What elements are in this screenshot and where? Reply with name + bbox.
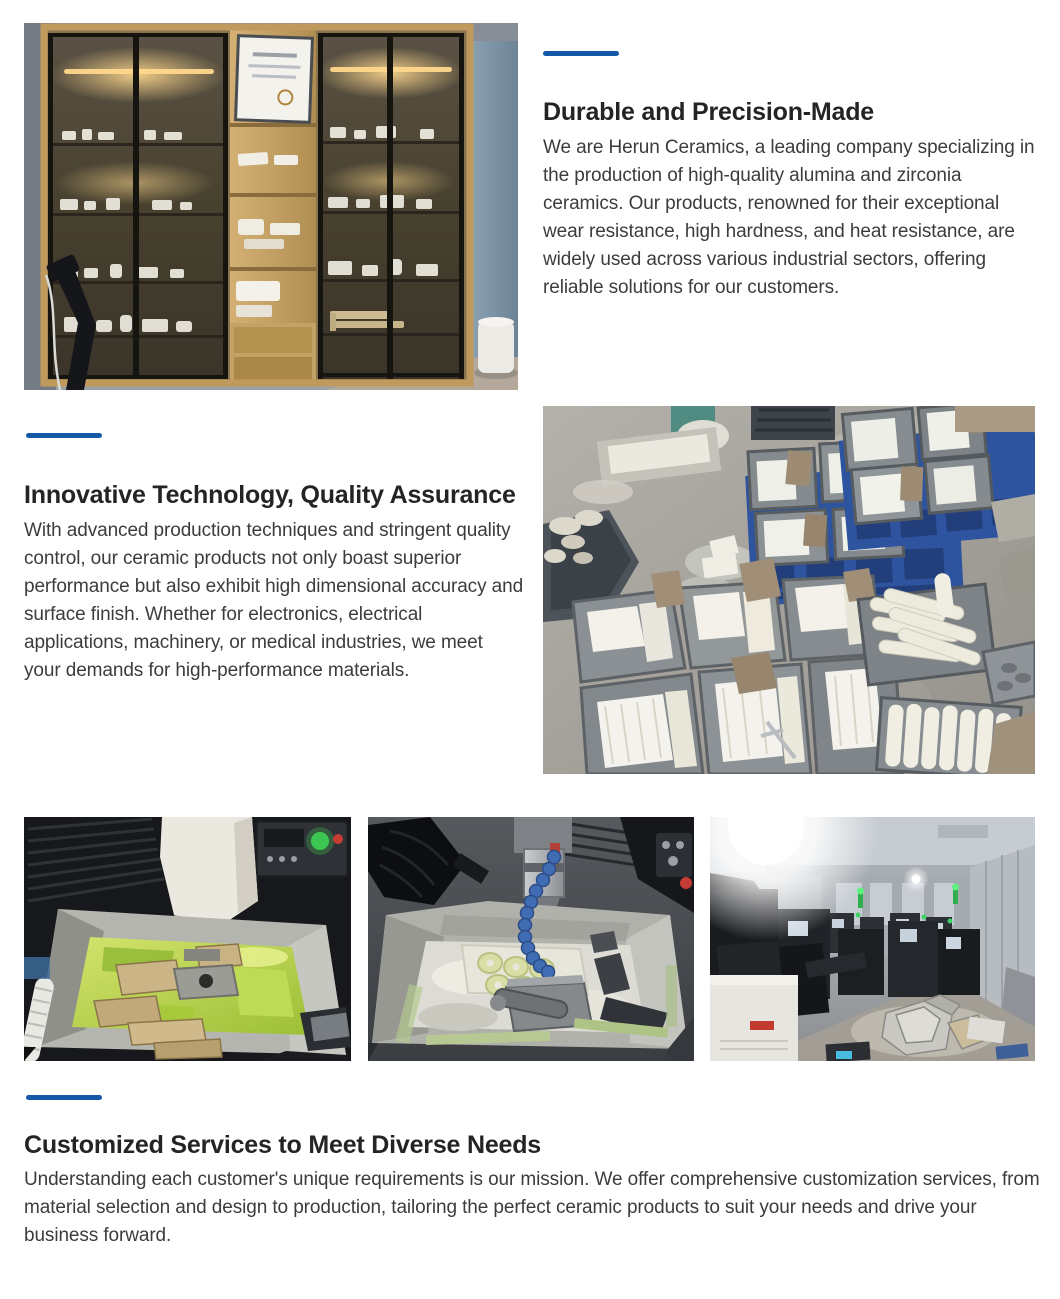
section-customized [24,1095,1040,1250]
accent-line [543,51,619,56]
section-body: We are Herun Ceramics, a leading company specializing in the production of high-quality alumina and zirconia ceramics. Our products, renowned for their exceptional wear resistance, high hardness, and heat resistance, are widely used across various industrial sectors, offering reliable solutions for our customers. [543,137,1035,298]
photo-cnc-machine-green-table [24,817,351,1061]
section-durable [543,51,1037,302]
section-body: With advanced production techniques and stringent quality control, our ceramic products not only boast superior performance but also exhibit high dimensional accuracy and surface finish. Whether for electronics, electrical applications, machinery, or medical industries, we meet your demands for high-performance materials. [24,520,524,681]
section-heading: Durable and Precision-Made [543,98,874,126]
section-heading: Innovative Technology, Quality Assurance [24,481,516,509]
photo-ceramic-crates [543,406,1035,774]
section-body: Understanding each customer's unique requirements is our mission. We offer comprehensive customization services, from material selection and design to production, tailoring the perfect ceramic products to suit your needs and drive your business forward. [24,1169,1040,1246]
accent-line [26,433,102,438]
photo-cnc-spindle-closeup [368,817,694,1061]
section-heading: Customized Services to Meet Diverse Needs [24,1131,542,1159]
accent-line [26,1095,102,1100]
section-innovative [24,433,524,685]
photo-workshop-overview [710,817,1035,1061]
photo-display-cabinet [24,23,518,390]
